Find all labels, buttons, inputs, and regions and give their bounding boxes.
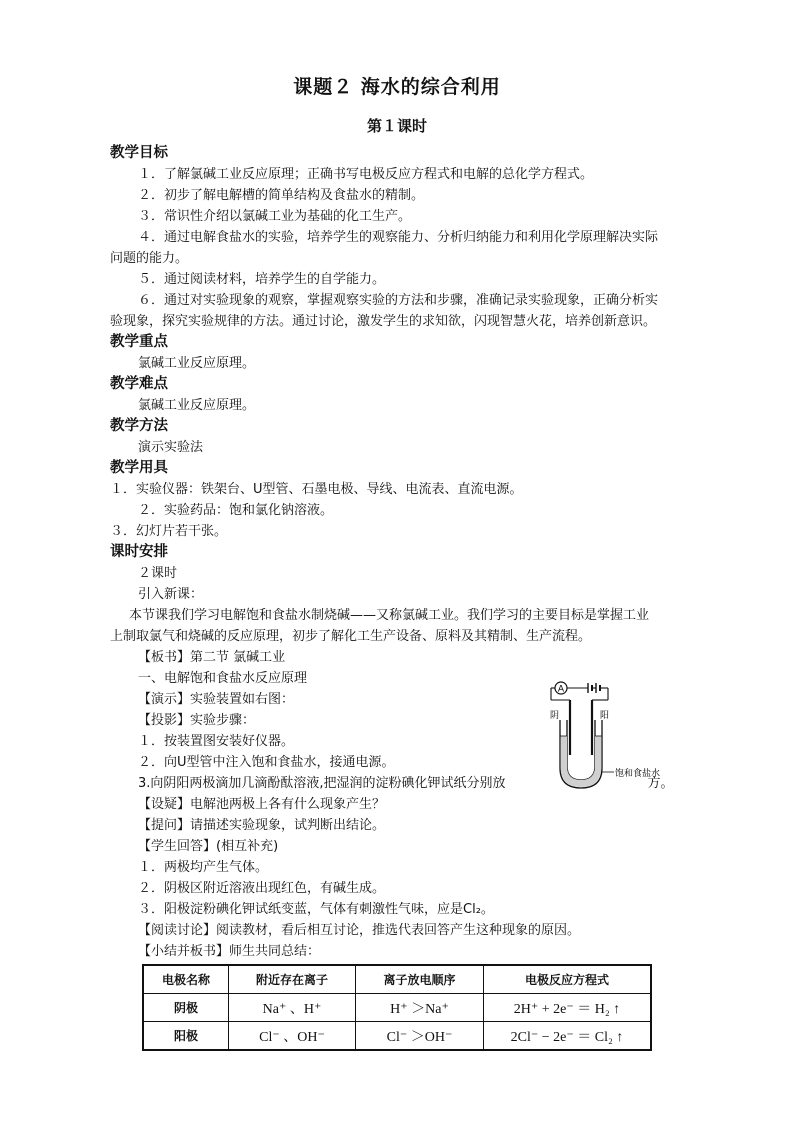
answer-item: ２．阴极区附近溶液出现红色，有碱生成。 — [138, 881, 386, 896]
intro-label: 引入新课： — [138, 587, 204, 602]
goal-item-continued: 验现象，探究实验规律的方法。通过讨论，激发学生的求知欲，闪现智慧火花，培养创新意识。 — [110, 314, 657, 329]
goal-item: １．了解氯碱工业反应原理；正确书写电极反应方程式和电解的总化学方程式。 — [138, 167, 594, 182]
table-cell: Na⁺ 、H⁺ — [229, 994, 356, 1022]
intro-text-continued: 上制取氯气和烧碱的反应原理，初步了解化工生产设备、原料及其精制、生产流程。 — [110, 629, 592, 644]
solution-label: 饱和食盐水 — [615, 769, 661, 779]
goal-item: ３．常识性介绍以氯碱工业为基础的化工生产。 — [138, 209, 412, 224]
schedule-hours: ２课时 — [138, 566, 178, 581]
table-header-row — [143, 965, 651, 994]
table-cell: Cl⁻ 、OH⁻ — [229, 1022, 356, 1051]
board-subheading: 一、电解饱和食盐水反应原理 — [138, 671, 308, 686]
lesson-body — [110, 143, 690, 962]
answer-item: ３．阳极淀粉碘化钾试纸变蓝，气体有刺激性气味，应是Cl₂。 — [138, 902, 494, 917]
table-row — [143, 1022, 651, 1051]
reading-note: 【阅读讨论】阅读教材，看后相互讨论，推选代表回答产生这种现象的原因。 — [138, 923, 581, 938]
goal-item: ４．通过电解食盐水的实验，培养学生的观察能力、分析归纳能力和利用化学原理解决实际 — [138, 230, 659, 245]
goal-item-continued: 问题的能力。 — [110, 251, 189, 266]
method-text: 演示实验法 — [138, 440, 204, 455]
table-cell: H⁺ ＞Na⁺ — [356, 994, 484, 1022]
table-cell: 2Cl⁻ − 2e⁻ ＝ Cl₂ ↑ — [484, 1022, 652, 1051]
table-header: 离子放电顺序 — [356, 965, 484, 994]
goal-item: ５．通过阅读材料，培养学生的自学能力。 — [138, 272, 386, 287]
step-item: １．按装置图安装好仪器。 — [138, 734, 295, 749]
section-heading-tools: 教学用具 — [110, 460, 168, 476]
table-cell: 阴极 — [143, 994, 229, 1022]
projection-note: 【投影】实验步骤： — [138, 713, 256, 728]
tool-item: ２．实验药品：饱和氯化钠溶液。 — [138, 503, 334, 518]
table-header: 附近存在离子 — [229, 965, 356, 994]
tool-item: ３．幻灯片若干张。 — [110, 524, 228, 539]
section-heading-method: 教学方法 — [110, 418, 168, 434]
summary-note: 【小结并板书】师生共同总结： — [138, 944, 321, 959]
table-cell: 2H⁺ + 2e⁻ ＝ H₂ ↑ — [484, 994, 652, 1022]
answer-label: 【学生回答】(相互补充) — [138, 839, 279, 854]
table-header: 电极反应方程式 — [484, 965, 652, 994]
goal-item: ２．初步了解电解槽的简单结构及食盐水的精制。 — [138, 188, 425, 203]
anode-label: 阳 — [600, 711, 610, 721]
section-heading-schedule: 课时安排 — [110, 544, 168, 560]
table-cell: Cl⁻ ＞OH⁻ — [356, 1022, 484, 1051]
intro-text: 本节课我们学习电解饱和食盐水制烧碱——又称氯碱工业。我们学习的主要目标是掌握工业 — [129, 608, 650, 623]
step-item-text: 3.向阴阳两极滴加几滴酚酞溶液,把湿润的淀粉碘化钾试纸分别放 — [138, 776, 506, 791]
board-note: 【板书】第二节 氯碱工业 — [138, 650, 286, 665]
section-heading-difficulty: 教学难点 — [110, 376, 168, 392]
lesson-subtitle: 第１课时 — [366, 117, 427, 135]
section-heading-key: 教学重点 — [110, 334, 168, 350]
key-point: 氯碱工业反应原理。 — [138, 356, 256, 371]
difficulty-point: 氯碱工业反应原理。 — [138, 398, 256, 413]
electrode-summary-table — [142, 964, 652, 1051]
step-item-end: 方。 — [647, 776, 674, 791]
table-cell: 阳极 — [143, 1022, 229, 1051]
goal-item: ６．通过对实验现象的观察，掌握观察实验的方法和步骤，准确记录实验现象，正确分析实 — [138, 293, 659, 308]
ammeter-label: A — [557, 684, 565, 695]
prompt-note: 【提问】请描述实验现象，试判断出结论。 — [138, 818, 386, 833]
electrolysis-apparatus-diagram — [548, 680, 688, 792]
table-header: 电极名称 — [143, 965, 229, 994]
cathode-label: 阴 — [550, 711, 560, 721]
tool-item: １．实验仪器：铁架台、U型管、石墨电极、导线、电流表、直流电源。 — [110, 482, 523, 497]
demo-note: 【演示】实验装置如右图： — [138, 692, 295, 707]
lesson-title: 课题２ 海水的综合利用 — [293, 76, 501, 98]
section-heading-goals: 教学目标 — [110, 145, 168, 161]
answer-item: １．两极均产生气体。 — [138, 860, 269, 875]
question-note: 【设疑】电解池两极上各有什么现象产生？ — [138, 797, 386, 812]
table-row — [143, 994, 651, 1022]
step-item: ２．向U型管中注入饱和食盐水，接通电源。 — [138, 755, 395, 770]
